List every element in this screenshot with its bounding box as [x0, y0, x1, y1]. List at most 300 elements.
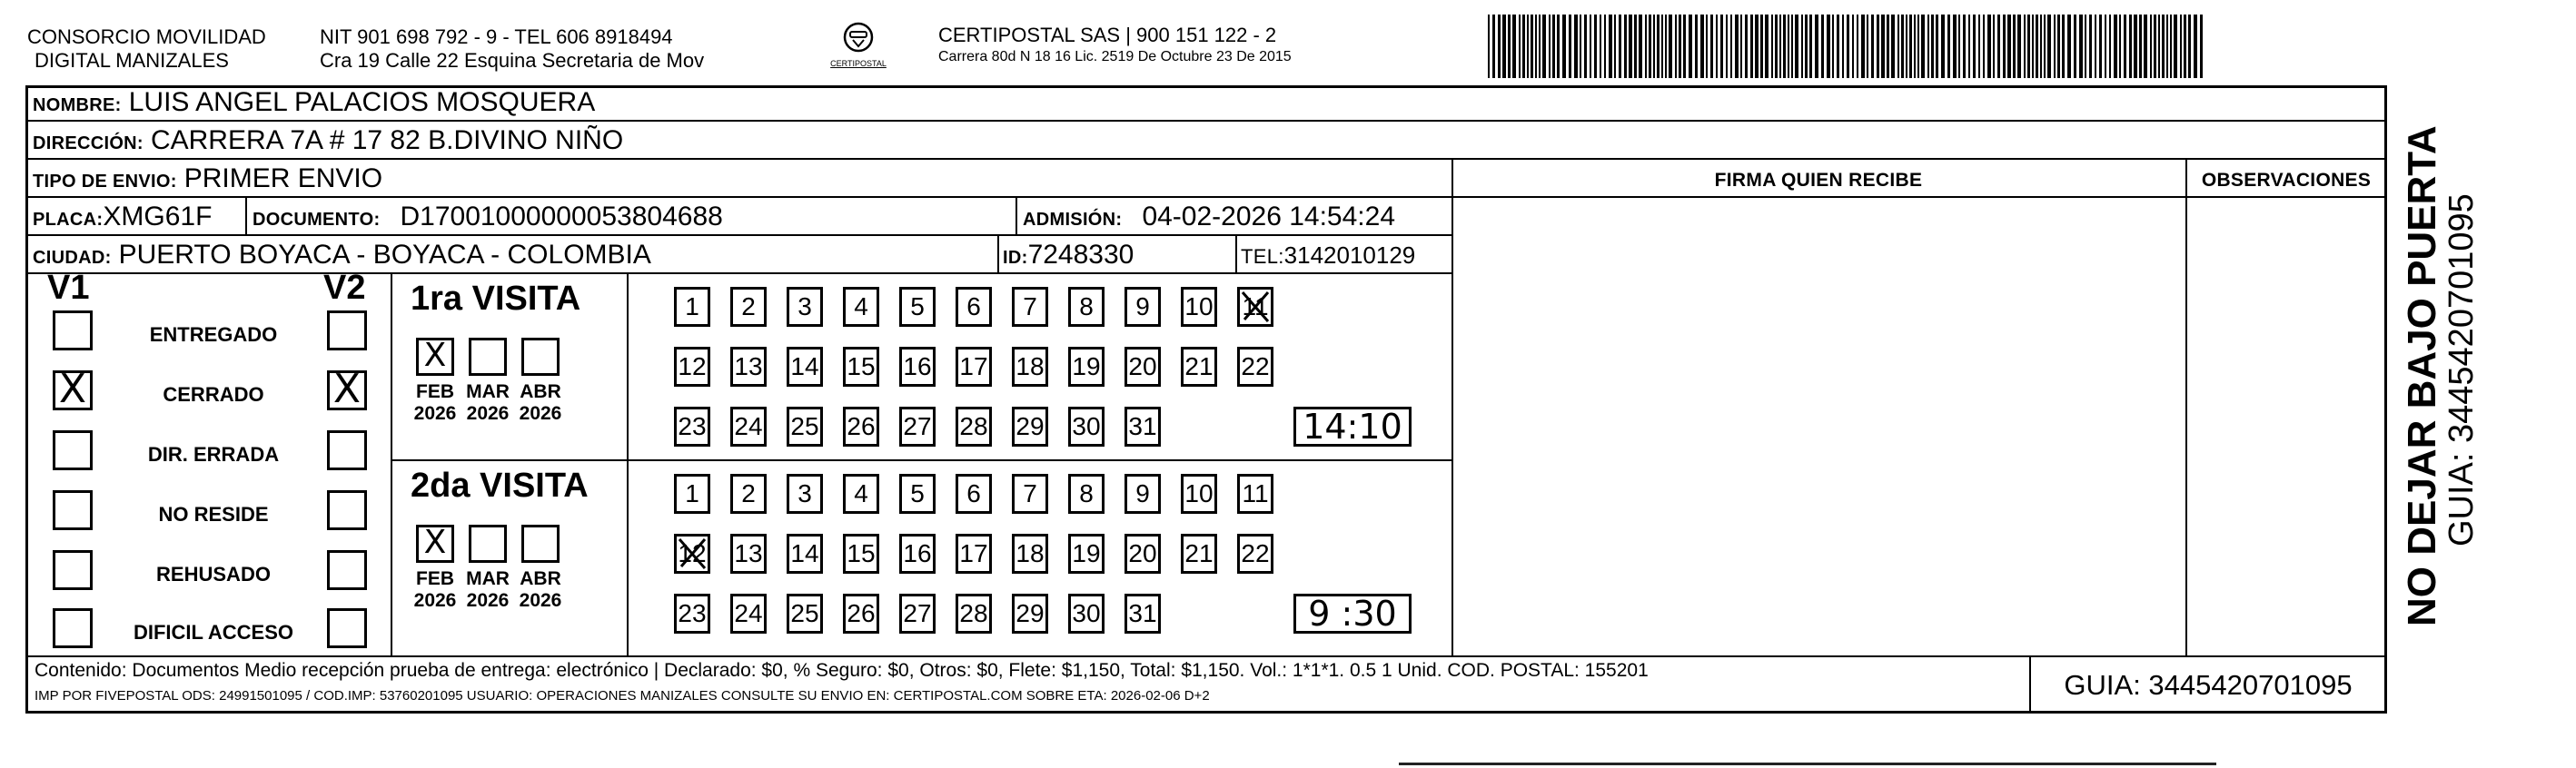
day-box[interactable]: 11 — [1237, 474, 1273, 514]
barcode-bar — [1842, 15, 1844, 78]
company-line-1: CONSORCIO MOVILIDAD — [27, 25, 266, 48]
barcode-bar — [2139, 15, 2142, 78]
ciudad-label: CIUDAD: — [33, 248, 112, 268]
barcode-bar — [1619, 15, 1621, 78]
observaciones-header: OBSERVACIONES — [2201, 170, 2372, 191]
documento-cell — [253, 202, 723, 235]
barcode-bar — [1531, 15, 1533, 78]
barcode-bar — [1968, 15, 1970, 78]
barcode-bar — [2162, 15, 2165, 78]
company-name — [27, 25, 266, 73]
v2-checkbox-3[interactable] — [327, 490, 367, 530]
barcode-bar — [1941, 15, 1945, 78]
barcode-bar — [1867, 15, 1868, 78]
barcode-bar — [2036, 15, 2038, 78]
day-box[interactable]: 21 — [1181, 347, 1217, 387]
barcode-bar — [1783, 15, 1786, 78]
day-box[interactable]: 26 — [843, 594, 879, 634]
barcode-bar — [1730, 15, 1732, 78]
day-box[interactable]: 2 — [730, 287, 767, 327]
barcode-bar — [1695, 15, 1698, 78]
barcode-bar — [1590, 15, 1591, 78]
barcode-bar — [2074, 15, 2076, 78]
barcode-bar — [1877, 15, 1879, 78]
visit-time[interactable]: 14:10 — [1293, 407, 1412, 447]
visit-title: 1ra VISITA — [411, 280, 581, 318]
documento-label: DOCUMENTO: — [253, 210, 381, 230]
month-checkbox[interactable] — [469, 525, 507, 563]
month-label: FEB — [416, 381, 454, 402]
day-box[interactable]: 23 — [674, 407, 710, 447]
side-guia: GUIA: 3445420701095 — [2442, 193, 2481, 546]
barcode-bar — [1594, 15, 1597, 78]
barcode-bar — [1791, 15, 1793, 78]
carrier-line-1: CERTIPOSTAL SAS | 900 151 122 - 2 — [938, 24, 1277, 46]
barcode-bar — [1760, 15, 1763, 78]
admision-label: ADMISIÓN: — [1023, 210, 1123, 230]
day-box[interactable]: 8 — [1068, 474, 1105, 514]
barcode-bar — [1891, 15, 1895, 78]
tel-cell — [1241, 240, 1415, 272]
barcode-bar — [2099, 15, 2102, 78]
barcode-bar — [1958, 15, 1960, 78]
nit-line-2: Cra 19 Calle 22 Esquina Secretaria de Mov — [320, 49, 705, 72]
barcode-bar — [2194, 15, 2197, 78]
day-box[interactable]: 1 — [674, 474, 710, 514]
barcode-bar — [1881, 15, 1885, 78]
tipo-value: PRIMER ENVIO — [183, 163, 383, 193]
barcode-bar — [1871, 15, 1874, 78]
barcode-bar — [1987, 15, 1991, 78]
contenido-text: Contenido: Documentos Medio recepción prueba de entrega: electrónico | Declarado: $0, % Seguro: $0, Otros: $0, Flete: $1,150, Total: $1,150. Vol.: 1*1*1. 0.5 1 Unid. COD. POSTAL: 155201 — [35, 660, 1649, 681]
direccion-label: DIRECCIÓN: — [33, 133, 144, 153]
barcode-bar — [1740, 15, 1742, 78]
day-box[interactable]: 20 — [1125, 534, 1161, 574]
barcode-bar — [1557, 15, 1560, 78]
barcode-bar — [1706, 15, 1708, 78]
barcode-bar — [1953, 15, 1957, 78]
barcode-bar — [1983, 15, 1985, 78]
month-year: 2026 — [519, 403, 562, 424]
status-option-label: CERRADO — [163, 383, 264, 406]
month-checkbox[interactable]: X — [416, 525, 454, 563]
day-box[interactable]: 28 — [956, 407, 992, 447]
day-box[interactable]: 5 — [899, 287, 936, 327]
barcode-bar — [1997, 15, 2000, 78]
barcode-bar — [2089, 15, 2092, 78]
company-line-2: DIGITAL MANIZALES — [35, 49, 229, 72]
barcode-bar — [2200, 15, 2203, 78]
barcode-bar — [1624, 15, 1627, 78]
barcode-bar — [2174, 15, 2177, 78]
barcode-bar — [2109, 15, 2111, 78]
day-box[interactable]: 18 — [1012, 347, 1048, 387]
id-value: 7248330 — [1027, 240, 1134, 270]
day-box[interactable]: 19 — [1068, 534, 1105, 574]
barcode-bar — [1492, 15, 1495, 78]
barcode-bar — [2129, 15, 2132, 78]
day-box[interactable]: 3 — [787, 287, 823, 327]
barcode-bar — [1847, 15, 1849, 78]
barcode-bar — [2047, 15, 2051, 78]
tel-value: 3142010129 — [1283, 241, 1416, 269]
day-box[interactable]: 1 — [674, 287, 710, 327]
carrier-block — [938, 24, 1292, 67]
barcode-bar — [1765, 15, 1769, 78]
day-box[interactable]: 15 — [843, 534, 879, 574]
barcode-bar — [1914, 15, 1916, 78]
barcode-bar — [1755, 15, 1759, 78]
barcode-bar — [1522, 15, 1525, 78]
day-box[interactable]: 21 — [1181, 534, 1217, 574]
day-box[interactable]: 12 — [674, 347, 710, 387]
day-box[interactable]: 19 — [1068, 347, 1105, 387]
barcode-bar — [1569, 15, 1571, 78]
barcode-bar — [2134, 15, 2137, 78]
barcode-bar — [1580, 15, 1581, 78]
day-box[interactable]: 14 — [787, 347, 823, 387]
barcode-bar — [2079, 15, 2083, 78]
barcode-bar — [2024, 15, 2026, 78]
month-label: ABR — [520, 381, 561, 402]
day-box[interactable]: 13 — [730, 347, 767, 387]
firma-header: FIRMA QUIEN RECIBE — [1714, 170, 1923, 191]
day-box[interactable]: 26 — [843, 407, 879, 447]
day-box[interactable]: 22 — [1237, 347, 1273, 387]
barcode-bar — [2032, 15, 2034, 78]
day-box[interactable]: 7 — [1012, 287, 1048, 327]
day-mark-icon — [674, 534, 710, 574]
month-checkbox[interactable]: X — [416, 338, 454, 376]
tipo-label: TIPO DE ENVIO: — [33, 172, 177, 192]
barcode-bar — [1837, 15, 1839, 78]
barcode-bar — [1745, 15, 1748, 78]
month-label: ABR — [520, 568, 561, 589]
barcode-bar — [1549, 15, 1551, 78]
barcode-bar — [1963, 15, 1966, 78]
day-box[interactable]: 10 — [1181, 287, 1217, 327]
barcode-bar — [1857, 15, 1858, 78]
barcode-bar — [2158, 15, 2160, 78]
month-year: 2026 — [466, 403, 510, 424]
id-label: ID: — [1003, 248, 1028, 268]
barcode-bar — [1498, 15, 1501, 78]
barcode-bar — [1535, 15, 1537, 78]
barcode — [1488, 15, 2213, 78]
day-box[interactable]: 20 — [1125, 347, 1161, 387]
tipo-row — [33, 163, 382, 197]
barcode-bar — [1775, 15, 1778, 78]
placa-value: XMG61F — [103, 202, 213, 231]
barcode-bar — [1584, 15, 1587, 78]
barcode-bar — [2144, 15, 2147, 78]
day-box[interactable]: 24 — [730, 407, 767, 447]
barcode-bar — [1897, 15, 1899, 78]
month-year: 2026 — [413, 590, 457, 611]
visit-title: 2da VISITA — [411, 467, 589, 505]
barcode-bar — [1710, 15, 1713, 78]
barcode-bar — [1512, 15, 1516, 78]
v2-checkbox-5[interactable] — [327, 608, 367, 648]
v1-checkbox-0[interactable] — [53, 310, 93, 350]
day-box[interactable]: 24 — [730, 594, 767, 634]
barcode-bar — [1508, 15, 1511, 78]
day-box[interactable]: 29 — [1012, 594, 1048, 634]
barcode-bar — [1614, 15, 1616, 78]
barcode-bar — [1771, 15, 1773, 78]
certipostal-logo — [825, 22, 892, 68]
barcode-bar — [1502, 15, 1506, 78]
ciudad-value: PUERTO BOYACA - BOYACA - COLOMBIA — [118, 240, 651, 270]
carrier-line-2: Carrera 80d N 18 16 Lic. 2519 De Octubre 23 De 2015 — [938, 49, 1292, 64]
barcode-bar — [1609, 15, 1612, 78]
admision-cell — [1023, 202, 1395, 235]
logo-text: CERTIPOSTAL — [830, 59, 887, 68]
nombre-row — [33, 87, 595, 121]
month-checkbox[interactable] — [521, 338, 560, 376]
day-box[interactable]: 11 — [1237, 287, 1273, 327]
v2-checkbox-0[interactable] — [327, 310, 367, 350]
day-box[interactable]: 4 — [843, 474, 879, 514]
v2-label: V2 — [323, 269, 366, 307]
barcode-bar — [1683, 15, 1686, 78]
barcode-bar — [1921, 15, 1925, 78]
day-box[interactable]: 31 — [1125, 407, 1161, 447]
barcode-bar — [1689, 15, 1692, 78]
barcode-bar — [1795, 15, 1798, 78]
barcode-bar — [1909, 15, 1912, 78]
day-box[interactable]: 27 — [899, 594, 936, 634]
barcode-bar — [1669, 15, 1672, 78]
placa-label: PLACA: — [33, 210, 104, 230]
barcode-bar — [1805, 15, 1808, 78]
barcode-bar — [1931, 15, 1934, 78]
barcode-bar — [1735, 15, 1739, 78]
v2-checkbox-1[interactable]: X — [327, 370, 367, 410]
barcode-bar — [1821, 15, 1824, 78]
barcode-bar — [2119, 15, 2121, 78]
barcode-bar — [1720, 15, 1723, 78]
barcode-bar — [2124, 15, 2126, 78]
barcode-bar — [2188, 15, 2191, 78]
month-label: MAR — [466, 568, 510, 589]
day-box[interactable]: 4 — [843, 287, 879, 327]
day-box[interactable]: 16 — [899, 347, 936, 387]
barcode-bar — [2013, 15, 2016, 78]
v1-checkbox-1[interactable]: X — [53, 370, 93, 410]
barcode-bar — [1661, 15, 1663, 78]
barcode-bar — [1716, 15, 1718, 78]
barcode-bar — [1552, 15, 1555, 78]
nit-block — [320, 25, 704, 73]
day-box[interactable]: 30 — [1068, 407, 1105, 447]
day-box[interactable]: 25 — [787, 407, 823, 447]
day-mark-icon — [1237, 287, 1273, 327]
barcode-bar — [1917, 15, 1919, 78]
barcode-bar — [2067, 15, 2071, 78]
barcode-bar — [1649, 15, 1651, 78]
day-box[interactable]: 23 — [674, 594, 710, 634]
month-label: FEB — [416, 568, 454, 589]
day-box[interactable]: 13 — [730, 534, 767, 574]
day-box[interactable]: 22 — [1237, 534, 1273, 574]
tel-label: TEL: — [1241, 245, 1284, 268]
barcode-bar — [2062, 15, 2065, 78]
day-box[interactable]: 28 — [956, 594, 992, 634]
barcode-bar — [1750, 15, 1753, 78]
v2-checkbox-4[interactable] — [327, 550, 367, 590]
barcode-bar — [1653, 15, 1655, 78]
barcode-bar — [1488, 15, 1490, 78]
month-year: 2026 — [519, 590, 562, 611]
day-box[interactable]: 17 — [956, 534, 992, 574]
barcode-bar — [2027, 15, 2030, 78]
day-box[interactable]: 6 — [956, 287, 992, 327]
barcode-bar — [1779, 15, 1781, 78]
barcode-bar — [1947, 15, 1950, 78]
side-warning: NO DEJAR BAJO PUERTA — [2400, 125, 2444, 626]
barcode-bar — [1801, 15, 1803, 78]
barcode-bar — [2054, 15, 2056, 78]
barcode-bar — [2105, 15, 2106, 78]
day-box[interactable]: 29 — [1012, 407, 1048, 447]
status-option-label: REHUSADO — [156, 563, 271, 586]
day-box[interactable]: 14 — [787, 534, 823, 574]
visit-time[interactable]: 9 :30 — [1293, 594, 1412, 634]
barcode-bar — [2166, 15, 2168, 78]
barcode-bar — [1901, 15, 1904, 78]
day-box[interactable]: 18 — [1012, 534, 1048, 574]
barcode-bar — [1675, 15, 1677, 78]
barcode-bar — [2180, 15, 2182, 78]
barcode-bar — [1927, 15, 1929, 78]
barcode-bar — [1827, 15, 1830, 78]
barcode-bar — [2114, 15, 2117, 78]
barcode-bar — [1861, 15, 1865, 78]
month-year: 2026 — [466, 590, 510, 611]
nit-line-1: NIT 901 698 792 - 9 - TEL 606 8918494 — [320, 25, 673, 48]
barcode-bar — [1562, 15, 1566, 78]
barcode-bar — [1542, 15, 1546, 78]
v2-checkbox-2[interactable] — [327, 430, 367, 470]
day-box[interactable]: 31 — [1125, 594, 1161, 634]
barcode-bar — [1629, 15, 1632, 78]
barcode-bar — [1887, 15, 1889, 78]
v1-checkbox-3[interactable] — [53, 490, 93, 530]
day-box[interactable]: 25 — [787, 594, 823, 634]
barcode-bar — [1993, 15, 1995, 78]
direccion-row — [33, 125, 623, 159]
barcode-bar — [2017, 15, 2021, 78]
barcode-bar — [1726, 15, 1728, 78]
month-year: 2026 — [413, 403, 457, 424]
placa-cell — [33, 202, 212, 235]
day-box[interactable]: 17 — [956, 347, 992, 387]
day-box[interactable]: 9 — [1125, 287, 1161, 327]
barcode-bar — [2007, 15, 2011, 78]
barcode-bar — [1700, 15, 1704, 78]
day-box[interactable]: 3 — [787, 474, 823, 514]
day-box[interactable]: 7 — [1012, 474, 1048, 514]
v1-label: V1 — [47, 269, 90, 307]
day-box[interactable]: 5 — [899, 474, 936, 514]
barcode-bar — [1809, 15, 1812, 78]
barcode-bar — [2057, 15, 2060, 78]
status-option-label: NO RESIDE — [158, 503, 269, 526]
barcode-bar — [1978, 15, 1980, 78]
barcode-bar — [2154, 15, 2156, 78]
barcode-bar — [1519, 15, 1521, 78]
barcode-bar — [1815, 15, 1818, 78]
barcode-bar — [1539, 15, 1541, 78]
day-box[interactable]: 8 — [1068, 287, 1105, 327]
barcode-bar — [2044, 15, 2046, 78]
barcode-bar — [1574, 15, 1578, 78]
barcode-bar — [2095, 15, 2096, 78]
nombre-label: NOMBRE: — [33, 95, 122, 115]
barcode-bar — [1832, 15, 1834, 78]
day-box[interactable]: 10 — [1181, 474, 1217, 514]
barcode-bar — [1852, 15, 1854, 78]
barcode-bar — [1645, 15, 1647, 78]
barcode-bar — [2170, 15, 2172, 78]
barcode-bar — [1600, 15, 1601, 78]
month-label: MAR — [466, 381, 510, 402]
barcode-bar — [1906, 15, 1907, 78]
barcode-bar — [1657, 15, 1660, 78]
nombre-value: LUIS ANGEL PALACIOS MOSQUERA — [128, 87, 596, 117]
day-box[interactable]: 2 — [730, 474, 767, 514]
barcode-bar — [2040, 15, 2042, 78]
footer-guia: GUIA: 3445420701095 — [2064, 669, 2353, 701]
day-box[interactable]: 15 — [843, 347, 879, 387]
barcode-bar — [1788, 15, 1789, 78]
month-checkbox[interactable] — [521, 525, 560, 563]
barcode-bar — [1936, 15, 1938, 78]
barcode-bar — [1679, 15, 1681, 78]
month-checkbox[interactable] — [469, 338, 507, 376]
day-box[interactable]: 12 — [674, 534, 710, 574]
barcode-bar — [1604, 15, 1606, 78]
day-box[interactable]: 6 — [956, 474, 992, 514]
v1-checkbox-4[interactable] — [53, 550, 93, 590]
logo-icon — [840, 22, 877, 54]
barcode-bar — [1665, 15, 1667, 78]
status-option-label: DIR. ERRADA — [147, 443, 280, 466]
id-cell — [1003, 240, 1134, 273]
v1-checkbox-2[interactable] — [53, 430, 93, 470]
imp-text: IMP POR FIVEPOSTAL ODS: 24991501095 / COD.IMP: 53760201095 USUARIO: OPERACIONES MANIZALES CONSULTE SU ENVIO EN: CERTIPOSTAL.COM SOBRE ETA: 2026-02-06 D+2 — [35, 688, 1210, 704]
admision-value: 04-02-2026 14:54:24 — [1142, 202, 1396, 231]
status-option-label: DIFICIL ACCESO — [133, 621, 293, 644]
barcode-bar — [2184, 15, 2186, 78]
day-box[interactable]: 30 — [1068, 594, 1105, 634]
status-option-label: ENTREGADO — [149, 323, 278, 346]
barcode-bar — [2150, 15, 2152, 78]
barcode-bar — [1639, 15, 1642, 78]
barcode-bar — [2085, 15, 2086, 78]
barcode-bar — [1634, 15, 1637, 78]
day-box[interactable]: 27 — [899, 407, 936, 447]
barcode-bar — [2003, 15, 2006, 78]
day-box[interactable]: 16 — [899, 534, 936, 574]
barcode-bar — [1973, 15, 1976, 78]
v1-checkbox-5[interactable] — [53, 608, 93, 648]
documento-value: D17001000000053804688 — [400, 202, 723, 231]
day-box[interactable]: 9 — [1125, 474, 1161, 514]
barcode-bar — [1527, 15, 1529, 78]
direccion-value: CARRERA 7A # 17 82 B.DIVINO NIÑO — [150, 125, 624, 155]
